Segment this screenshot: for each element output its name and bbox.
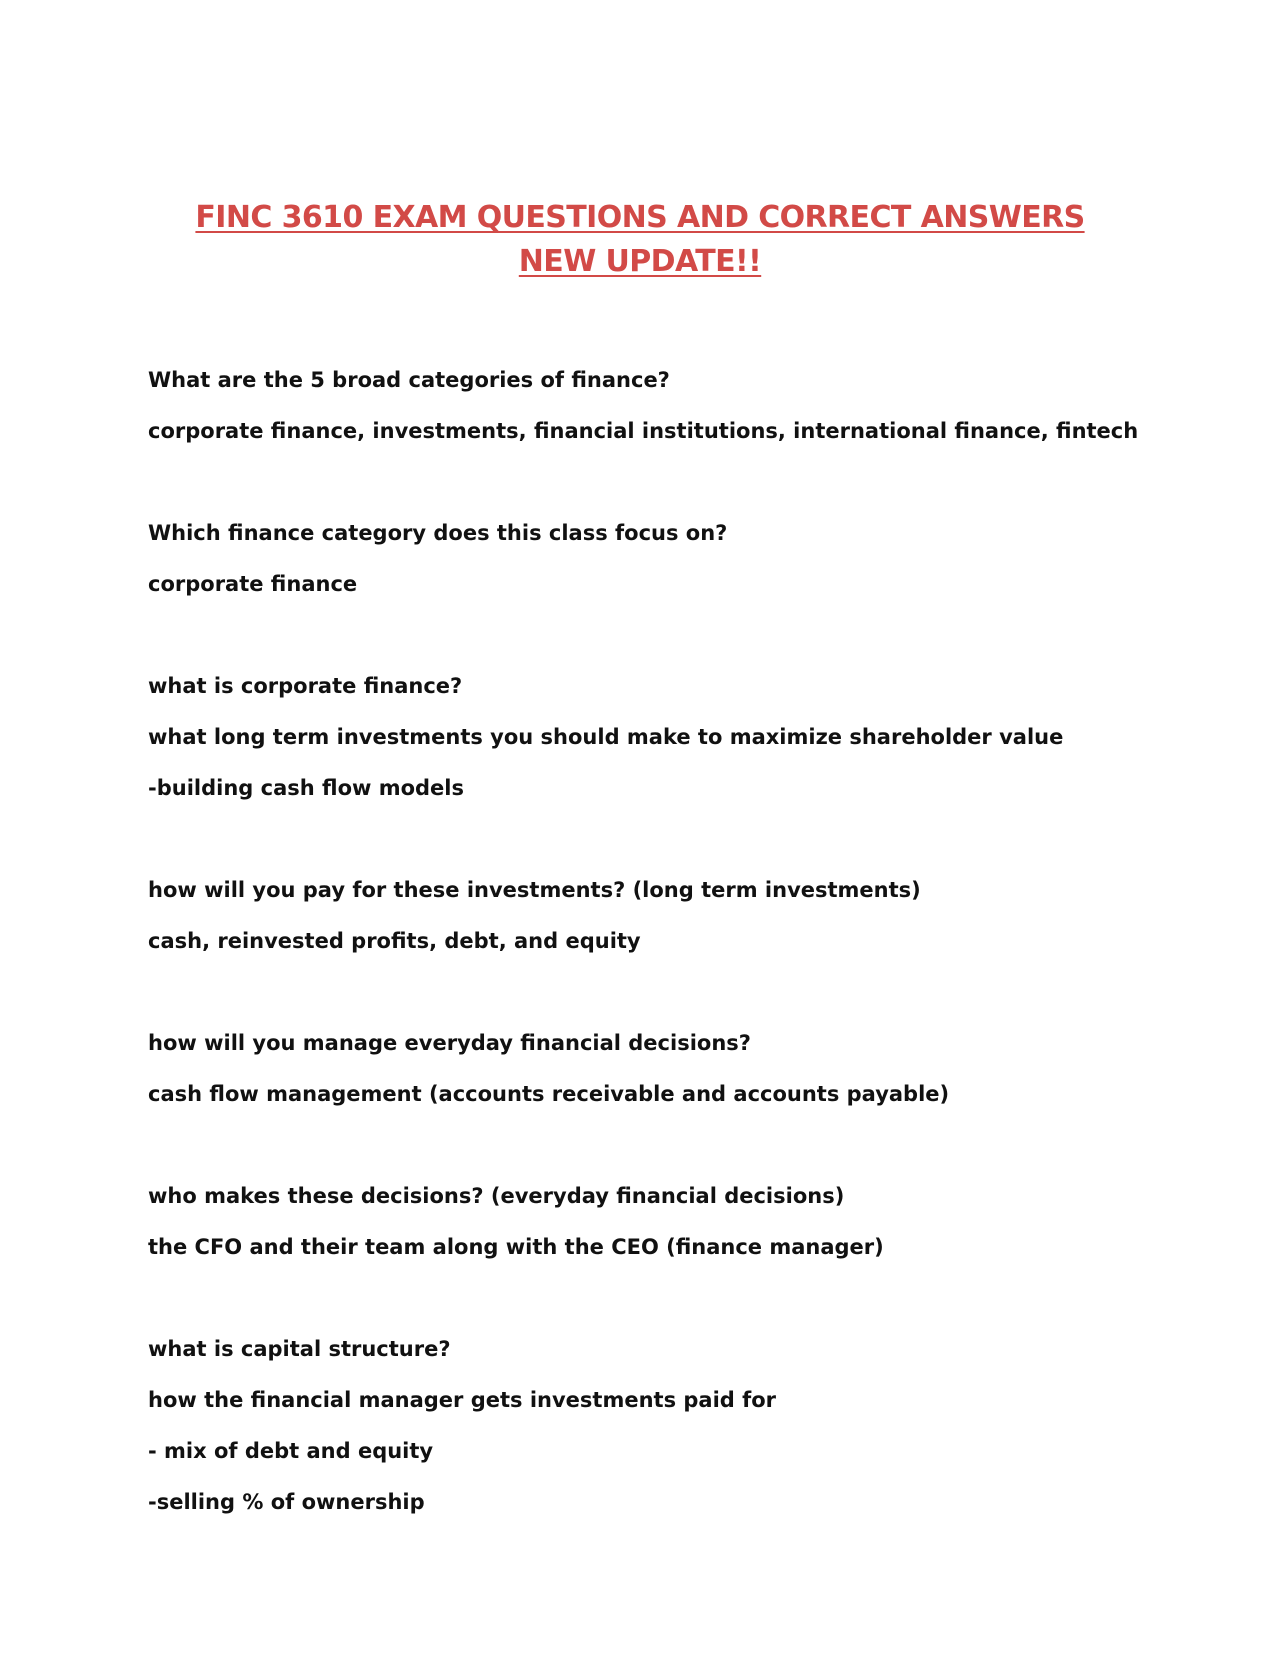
qa-content: [148, 355, 1148, 1579]
qa-item: [148, 865, 1148, 967]
answer: corporate finance, investments, financial institutions, international finance, fintech: [148, 419, 1139, 443]
qa-item: [148, 1324, 1148, 1528]
qa-item: [148, 508, 1148, 610]
answer: - mix of debt and equity: [148, 1439, 434, 1463]
question: What are the 5 broad categories of finance?: [148, 368, 670, 392]
question: how will you manage everyday financial decisions?: [148, 1031, 751, 1055]
question: what is capital structure?: [148, 1337, 451, 1361]
answer: the CFO and their team along with the CEO (finance manager): [148, 1235, 884, 1259]
answer: cash flow management (accounts receivable and accounts payable): [148, 1082, 950, 1106]
answer: -building cash flow models: [148, 776, 464, 800]
answer: corporate finance: [148, 572, 358, 596]
document-title: [0, 196, 1280, 284]
answer: what long term investments you should make to maximize shareholder value: [148, 725, 1064, 749]
title-line-2: NEW UPDATE!!: [518, 244, 762, 279]
answer: cash, reinvested profits, debt, and equity: [148, 929, 641, 953]
qa-item: [148, 661, 1148, 814]
qa-item: [148, 1171, 1148, 1273]
question: who makes these decisions? (everyday financial decisions): [148, 1184, 845, 1208]
answer: how the financial manager gets investments paid for: [148, 1388, 777, 1412]
title-line-1: FINC 3610 EXAM QUESTIONS AND CORRECT ANSWERS: [195, 200, 1085, 235]
question: how will you pay for these investments? (long term investments): [148, 878, 921, 902]
question: what is corporate finance?: [148, 674, 463, 698]
question: Which finance category does this class focus on?: [148, 521, 728, 545]
qa-item: [148, 355, 1148, 457]
qa-item: [148, 1018, 1148, 1120]
answer: -selling % of ownership: [148, 1490, 425, 1514]
